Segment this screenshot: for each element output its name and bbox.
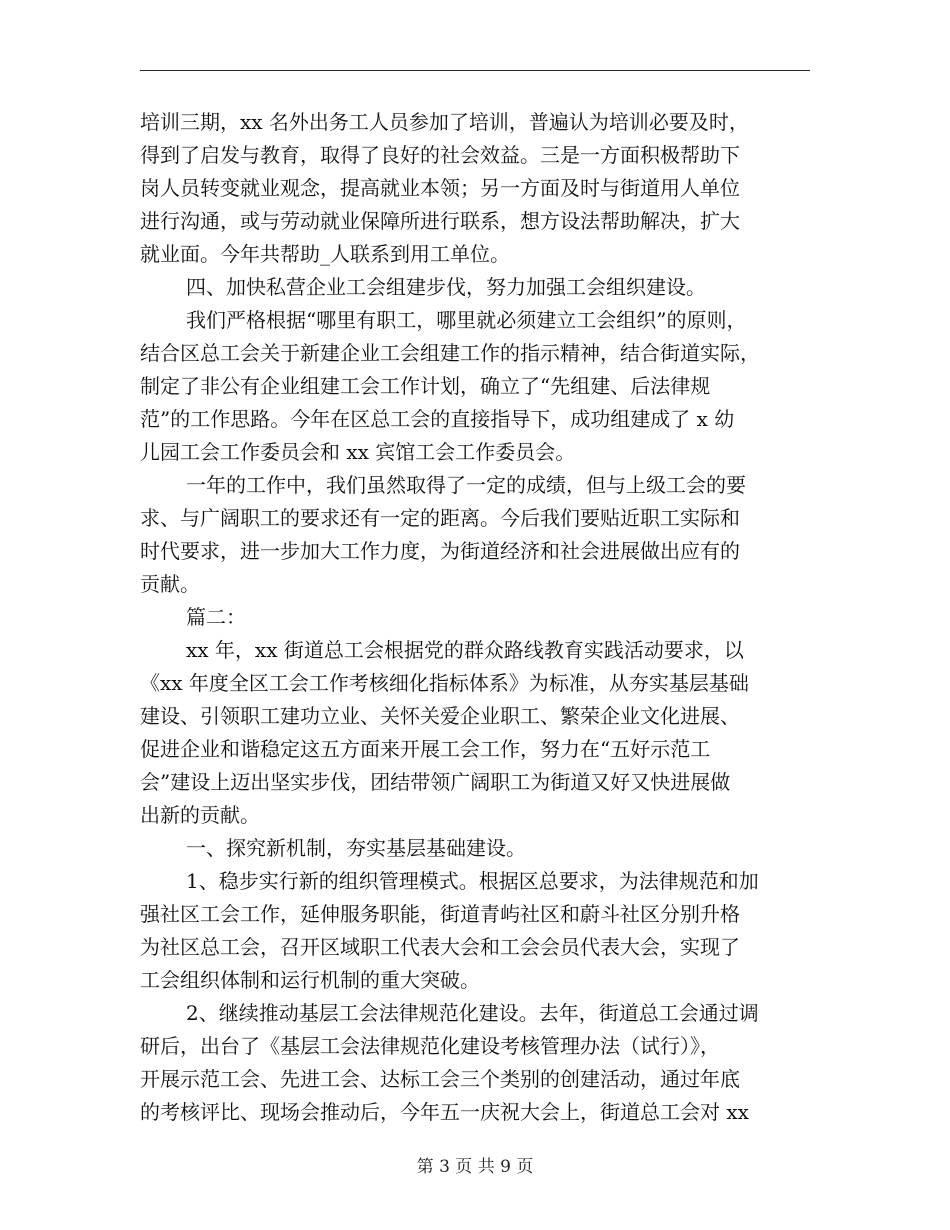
text-line: 开展示范工会、先进工会、达标工会三个类别的创建活动，通过年底 [140, 1067, 740, 1091]
page-footer: 第 3 页 共 9 页 [416, 1157, 534, 1177]
text-line: 岗人员转变就业观念，提高就业本领；另一方面及时与街道用人单位 [140, 176, 740, 200]
text-line: 1、稳步实行新的组织管理模式。根据区总要求，为法律规范和加 [186, 869, 759, 893]
text-line: 制定了非公有企业组建工会工作计划，确立了“先组建、后法律规 [140, 374, 711, 398]
text-line: 促进企业和谐稳定这五方面来开展工会工作，努力在“五好示范工 [140, 737, 711, 761]
text-line: 一、探究新机制，夯实基层基础建设。 [186, 836, 526, 860]
text-line: 就业面。今年共帮助_人联系到用工单位。 [140, 242, 510, 266]
text-line: 《xx 年度全区工会工作考核细化指标体系》为标准，从夯实基层基础 [140, 671, 749, 695]
text-line: 结合区总工会关于新建企业工会组建工作的指示精神，结合街道实际， [140, 341, 760, 365]
text-line: 为社区总工会，召开区域职工代表大会和工会会员代表大会，实现了 [140, 935, 740, 959]
text-line: 建设、引领职工建功立业、关怀关爱企业职工、繁荣企业文化进展、 [140, 704, 740, 728]
text-line: 培训三期，xx 名外出务工人员参加了培训，普遍认为培训必要及时， [140, 110, 749, 134]
text-line: 2、继续推动基层工会法律规范化建设。去年，街道总工会通过调 [186, 1001, 759, 1025]
text-line: 贡献。 [140, 572, 200, 596]
text-line: 一年的工作中，我们虽然取得了一定的成绩，但与上级工会的要 [186, 473, 746, 497]
text-line: 时代要求，进一步加大工作力度，为街道经济和社会进展做出应有的 [140, 539, 740, 563]
document-body [140, 106, 810, 1129]
text-line: 范”的工作思路。今年在区总工会的直接指导下，成功组建成了 x 幼 [140, 407, 735, 431]
header-rule [140, 70, 810, 71]
text-line: 出新的贡献。 [140, 803, 260, 827]
text-line: 进行沟通，或与劳动就业保障所进行联系，想方设法帮助解决，扩大 [140, 209, 740, 233]
text-line: 会”建设上迈出坚实步伐，团结带领广阔职工为街道又好又快进展做 [140, 770, 731, 794]
text-line: xx 年，xx 街道总工会根据党的群众路线教育实践活动要求，以 [186, 638, 744, 662]
text-line: 强社区工会工作，延伸服务职能，街道青屿社区和蔚斗社区分别升格 [140, 902, 740, 926]
text-line: 的考核评比、现场会推动后，今年五一庆祝大会上，街道总工会对 xx [140, 1100, 749, 1124]
text-line: 儿园工会工作委员会和 xx 宾馆工会工作委员会。 [140, 440, 576, 464]
text-line: 研后，出台了《基层工会法律规范化建设考核管理办法（试行）》， [140, 1034, 720, 1058]
text-line: 四、加快私营企业工会组建步伐，努力加强工会组织建设。 [186, 275, 706, 299]
text-line: 得到了启发与教育，取得了良好的社会效益。三是一方面积极帮助下 [140, 143, 740, 167]
text-line: 篇二： [186, 605, 246, 629]
text-line: 工会组织体制和运行机制的重大突破。 [140, 968, 480, 992]
text-line: 求、与广阔职工的要求还有一定的距离。今后我们要贴近职工实际和 [140, 506, 740, 530]
text-line: 我们严格根据“哪里有职工，哪里就必须建立工会组织”的原则， [186, 308, 747, 332]
